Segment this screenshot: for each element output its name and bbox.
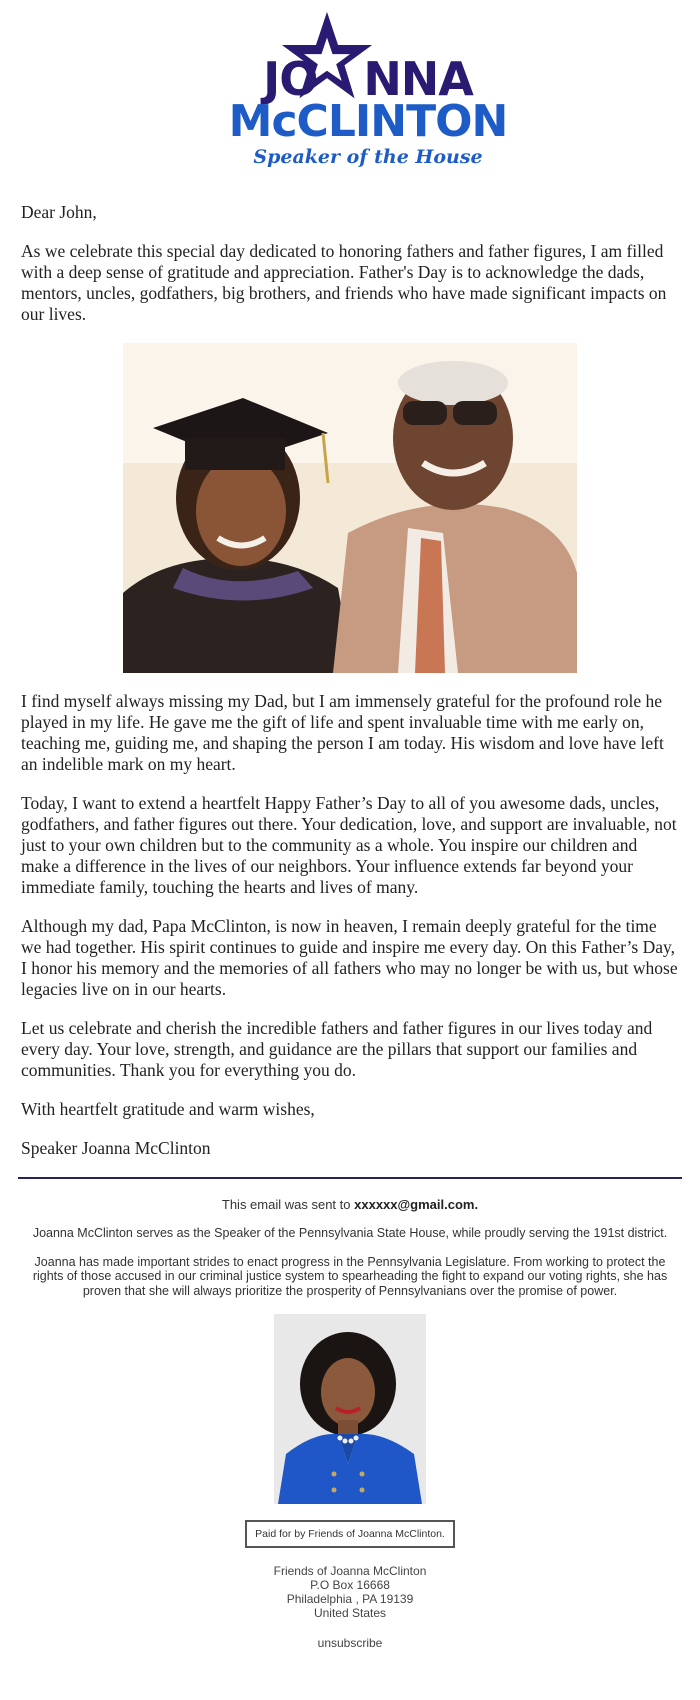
address-line-org: Friends of Joanna McClinton <box>273 1564 427 1578</box>
sent-to-line <box>18 1197 682 1212</box>
logo-first-left: JO <box>263 52 318 106</box>
record-text: Joanna has made important strides to enact progress in the Pennsylvania Legislature. From working to protect the rights of those accused in our criminal justice system to spearheading the fight to expand our voting rights, she has proven that she will always prioritize the prosperity of Pennsylvanians over the promise of power. <box>32 1254 668 1298</box>
mailing-address <box>18 1564 682 1620</box>
greeting: Dear John, <box>21 202 97 222</box>
unsubscribe-link[interactable]: unsubscribe <box>317 1636 383 1650</box>
campaign-logo <box>18 0 682 190</box>
address-line-city: Philadelphia , PA 19139 <box>286 1592 414 1606</box>
logo-name-last: McCLINTON <box>228 96 508 147</box>
address-line-po-box: P.O Box 16668 <box>310 1578 390 1592</box>
signature: Speaker Joanna McClinton <box>21 1138 211 1158</box>
paragraph-celebrate: Let us celebrate and cherish the incredible fathers and father figures in our lives today and every day. Your love, strength, and guidance are the pillars that support our families and communities. Thank you for everything you do. <box>21 1018 653 1080</box>
photo-illustration <box>123 343 577 673</box>
footer <box>18 1197 682 1652</box>
paragraph-intro: As we celebrate this special day dedicated to honoring fathers and father figures, I am filled with a deep sense of gratitude and appreciation. Father's Day is to acknowledge the dads, mentors, uncles, godfathers, big brothers, and friends who have made significant impacts on our lives. <box>21 241 667 324</box>
logo-tagline: Speaker of the House <box>253 146 483 168</box>
sent-to-prefix: This email was sent to <box>221 1197 351 1212</box>
footer-divider <box>18 1177 682 1179</box>
letter <box>18 202 682 1159</box>
address-line-country: United States <box>313 1606 387 1620</box>
father-daughter-photo <box>123 343 577 673</box>
portrait-illustration <box>274 1314 426 1504</box>
paragraph-happy-fathers-day: Today, I want to extend a heartfelt Happy Father’s Day to all of you awesome dads, uncles, godfathers, and father figures out there. Your dedication, love, and support are invaluable, not just to your own children but to the community as a whole. You inspire our children and make a difference in the lives of our neighbors. Your influence extends far beyond your immediate family, touching the hearts and lives of many. <box>21 793 677 897</box>
paragraph-missing-dad: I find myself always missing my Dad, but I am immensely grateful for the profound role he played in my life. He gave me the gift of life and spent invaluable time with me early on, teaching me, guiding me, and shaping the person I am today. His wisdom and love have left an indelible mark on my heart. <box>21 691 664 774</box>
logo-first-right: NNA <box>363 52 473 106</box>
closing: With heartfelt gratitude and warm wishes, <box>21 1099 315 1119</box>
paragraph-papa-mcclinton: Although my dad, Papa McClinton, is now in heaven, I remain deeply grateful for the time we had together. His spirit continues to guide and inspire me every day. On this Father’s Day, I honor his memory and the memories of all fathers who may no longer be with us, but whose legacies live on in our hearts. <box>21 916 678 999</box>
about-text: Joanna McClinton serves as the Speaker of the Pennsylvania State House, while proudly serving the 191st district. <box>32 1226 668 1240</box>
recipient-email: xxxxxx@gmail.com. <box>354 1197 479 1212</box>
paid-for-disclaimer: Paid for by Friends of Joanna McClinton. <box>245 1520 455 1548</box>
candidate-portrait <box>274 1314 426 1504</box>
